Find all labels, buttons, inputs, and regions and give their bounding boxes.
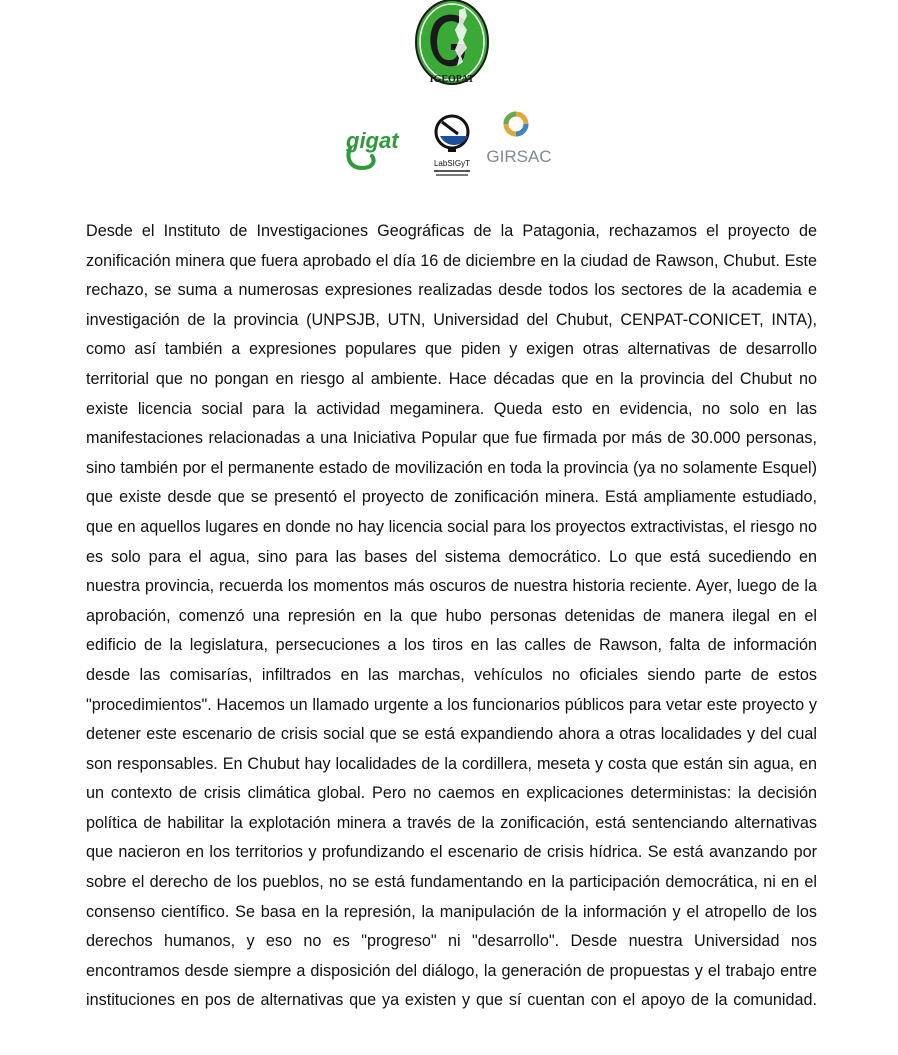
girsac-logo-label: GIRSAC bbox=[486, 147, 552, 166]
gigat-logo-label: gigat bbox=[346, 128, 399, 153]
igeopat-logo-label: IGEOPAT bbox=[429, 74, 475, 85]
partner-logos-row bbox=[340, 108, 560, 180]
header-logos bbox=[0, 0, 898, 190]
labsigyt-logo bbox=[428, 110, 476, 178]
gigat-logo bbox=[342, 118, 412, 176]
girsac-logo bbox=[484, 108, 554, 168]
labsigyt-logo-label: LabSIGyT bbox=[433, 159, 471, 168]
statement-paragraph: Desde el Instituto de Investigaciones Geográficas de la Patagonia, rechazamos el proyecto de zonificación minera que fuera aprobado el día 16 de diciembre en la ciudad de Rawson, Chubut. Este rechazo, se suma a numerosas expresiones realizadas desde todos los sectores de la academia e investigación de la provincia (UNPSJB, UTN, Universidad del Chubut, CENPAT-CONICET, INTA), como así también a expresiones populares que piden y exigen otras alternativas de desarrollo territorial que no pongan en riesgo al ambiente. Hace décadas que en la provincia del Chubut no existe licencia social para la actividad megaminera. Queda esto en evidencia, no solo en las manifestaciones relacionadas a una Iniciativa Popular que fue firmada por más de 30.000 personas, sino también por el permanente estado de movilización en toda la provincia (ya no solamente Esquel) que existe desde que se presentó el proyecto de zonificación minera. Está ampliamente estudiado, que en aquellos lugares en donde no hay licencia social para los proyectos extractivistas, el riesgo no es solo para el agua, sino para las bases del sistema democrático. Lo que está sucediendo en nuestra provincia, recuerda los momentos más oscuros de nuestra historia reciente. Ayer, luego de la aprobación, comenzó una represión en la que hubo personas detenidas de manera ilegal en el edificio de la legislatura, persecuciones a los tiros en las calles de Rawson, falta de información desde las comisarías, infiltrados en las marchas, vehículos no oficiales siendo parte de estos "procedimientos". Hacemos un llamado urgente a los funcionarios públicos para vetar este proyecto y detener este escenario de crisis social que se está expandiendo ahora a otras localidades y del cual son responsables. En Chubut hay localidades de la cordillera, meseta y costa que están sin agua, en un contexto de crisis climática global. Pero no caemos en explicaciones deterministas: la decisión política de habilitar la explotación minera a través de la zonificación, está sentenciando alternativas que nacieron en los territorios y profundizando el escenario de crisis hídrica. Se está avanzando por sobre el derecho de los pueblos, no se está fundamentando en la participación democrática, ni en el consenso científico. Se basa en la represión, la manipulación de la información y el atropello de los derechos humanos, y eso no es "progreso" ni "desarrollo". Desde nuestra Universidad nos encontramos desde siempre a disposición del diálogo, la generación de propuestas y el trabajo entre instituciones en pos de alternativas que ya existen y que sí cuentan con el apoyo de la comunidad. bbox=[86, 222, 817, 1010]
igeopat-logo bbox=[413, 0, 491, 92]
